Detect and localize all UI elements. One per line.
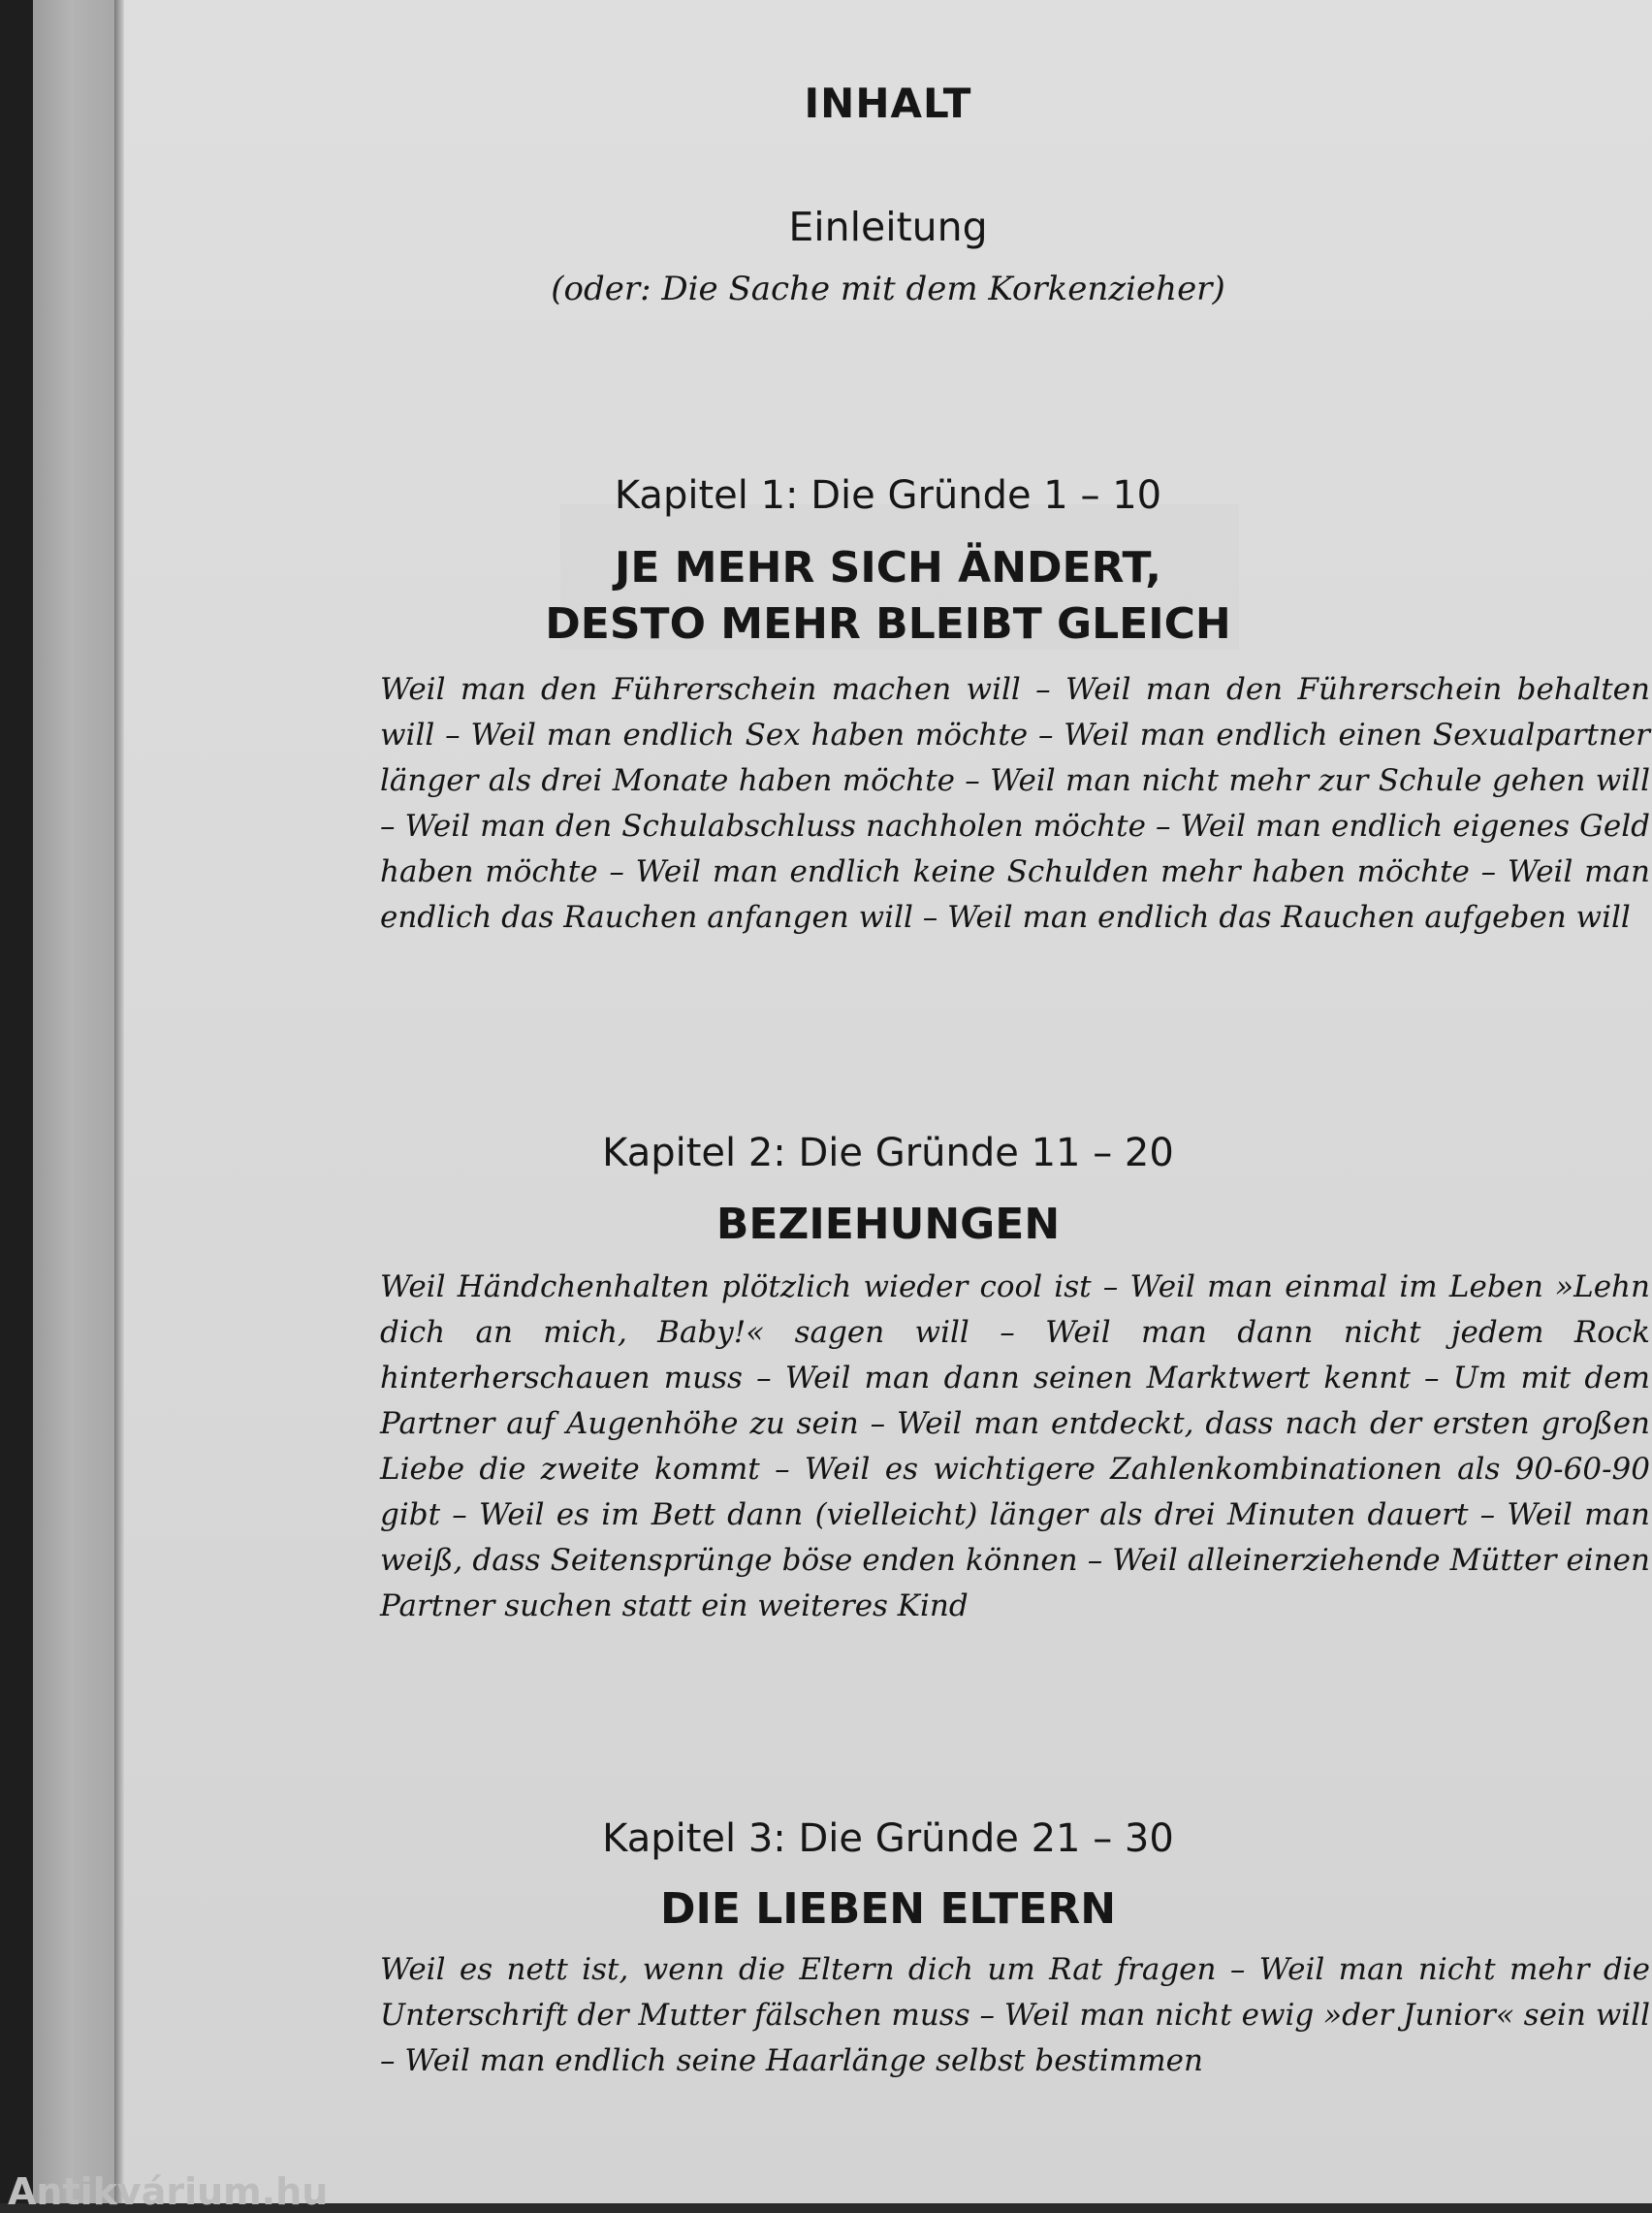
introduction-subtitle: (oder: Die Sache mit dem Korkenzieher)	[551, 270, 1225, 308]
chapter-3-label: Kapitel 3: Die Gründe 21 – 30	[602, 1816, 1174, 1861]
book-binding-shadow	[0, 0, 33, 2203]
book-page	[124, 0, 1652, 2203]
chapter-1-heading-line-1: JE MEHR SICH ÄNDERT,	[615, 543, 1161, 593]
chapter-3-description: Weil es nett ist, wenn die Eltern dich um Rat fragen – Weil man nicht mehr die Unterschrift der Mutter fälschen muss – Weil man nicht ewig »der Junior« sein will – Weil man endlich seine Haarlänge selbst bestimmen	[380, 1952, 1650, 2078]
watermark: Antikvárium.hu	[8, 2170, 329, 2213]
chapter-2-description: Weil Händchenhalten plötzlich wieder cool ist – Weil man einmal im Leben »Lehn dich an mich, Baby!« sagen will – Weil man dann nicht jedem Rock hinterherschauen muss – Weil man dann seinen Marktwert kennt – Um mit dem Partner auf Augenhöhe zu sein – Weil man entdeckt, dass nach der ersten großen Liebe die zweite kommt – Weil es wichtigere Zahlenkombinationen als 90-60-90 gibt – Weil es im Bett dann (vielleicht) länger als drei Minuten dauert – Weil man weiß, dass Seitensprünge böse enden können – Weil alleinerziehende Mütter einen Partner suchen statt ein weiteres Kind	[380, 1269, 1650, 1623]
book-binding-strip	[33, 0, 118, 2203]
chapter-1-heading-line-2: DESTO MEHR BLEIBT GLEICH	[545, 599, 1231, 649]
show-through-band	[124, 339, 1652, 388]
contents-title: INHALT	[804, 80, 972, 127]
chapter-1-description: Weil man den Führerschein machen will – Weil man den Führerschein behalten will – Weil man endlich Sex haben möchte – Weil man endlich einen Sexualpartner länger als drei Monate haben möchte – Weil man nicht mehr zur Schule gehen will – Weil man den Schulabschluss nachholen möchte – Weil man endlich eigenes Geld haben möchte – Weil man endlich keine Schulden mehr haben möchte – Weil man endlich das Rauchen anfangen will – Weil man endlich das Rauchen aufgeben will	[380, 672, 1650, 935]
chapter-1-label: Kapitel 1: Die Gründe 1 – 10	[614, 473, 1162, 518]
chapter-2-label: Kapitel 2: Die Gründe 11 – 20	[602, 1131, 1174, 1175]
book-page-edge	[114, 0, 124, 2203]
chapter-3-heading: DIE LIEBEN ELTERN	[659, 1884, 1117, 1934]
chapter-2-heading: BEZIEHUNGEN	[715, 1200, 1061, 1249]
introduction-title: Einleitung	[788, 204, 988, 250]
